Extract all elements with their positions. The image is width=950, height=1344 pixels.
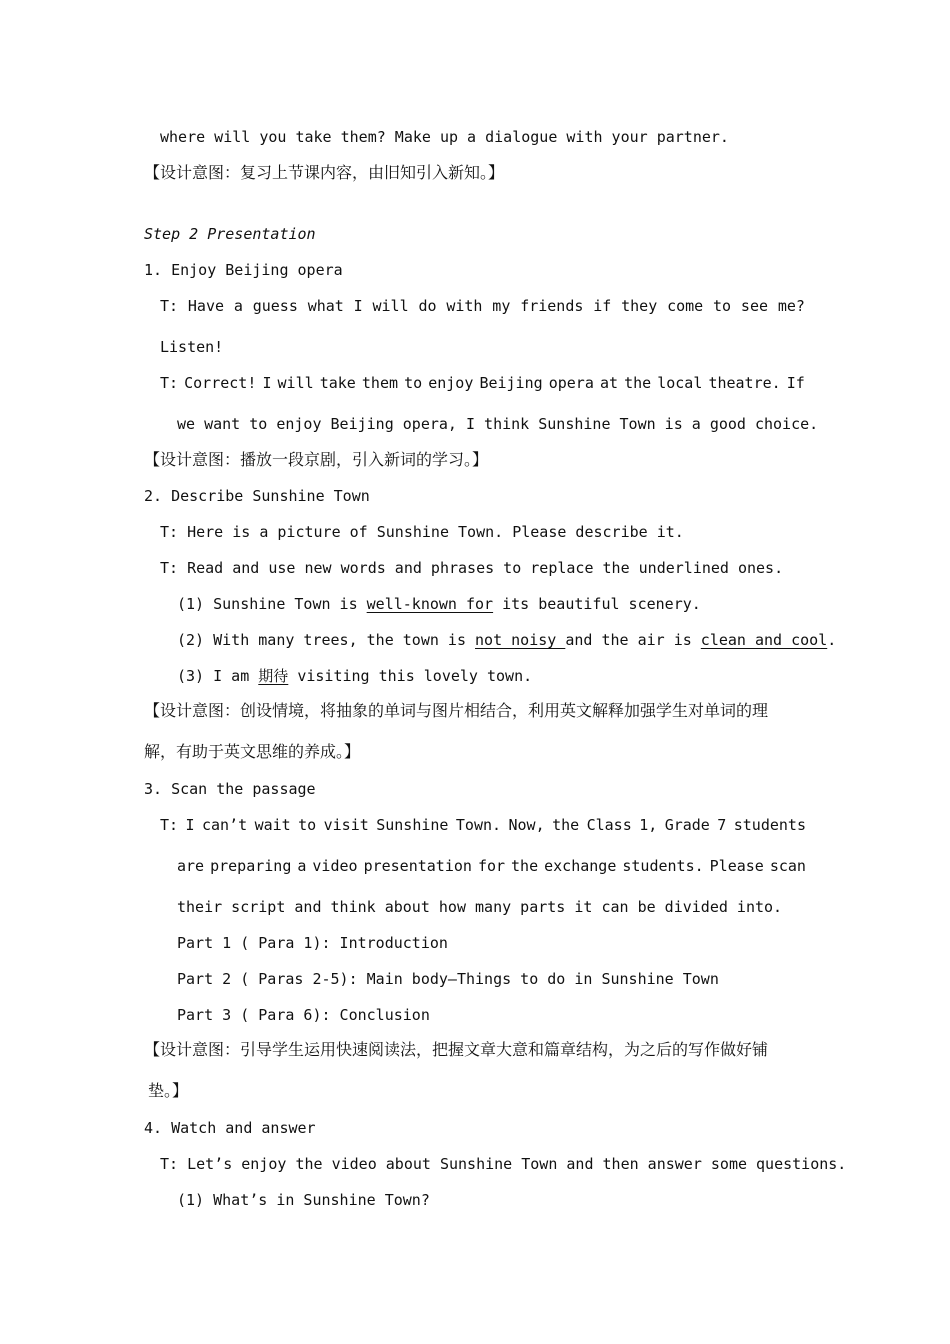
- word: 7: [717, 816, 727, 834]
- text-line: their script and think about how many parts it can be divided into.: [177, 898, 783, 916]
- text-line: we want to enjoy Beijing opera, I think Sunshine Town is a good choice.: [177, 415, 819, 433]
- word: scan: [769, 857, 806, 875]
- word: if: [593, 297, 612, 315]
- word: I: [185, 816, 195, 834]
- word: a: [233, 297, 243, 315]
- exercise-item-2: [177, 630, 836, 650]
- text-line: where will you take them? Make up a dialogue with your partner.: [160, 128, 729, 146]
- word: 1,: [639, 816, 658, 834]
- exercise-text: (1) Sunshine Town is: [177, 595, 367, 613]
- exercise-item-1: [177, 594, 701, 614]
- step-heading: Step 2 Presentation: [144, 225, 316, 243]
- word: Grade: [664, 816, 710, 834]
- word: T:: [160, 816, 179, 834]
- word: Have: [187, 297, 225, 315]
- text-line: Part 2 ( Paras 2-5): Main body—Things to do in Sunshine Town: [177, 970, 719, 988]
- exercise-text: .: [827, 631, 837, 649]
- word: will: [277, 374, 314, 392]
- word: to: [713, 297, 732, 315]
- word: will: [372, 297, 409, 315]
- word: a: [297, 857, 307, 875]
- text-line: T: Let’s enjoy the video about Sunshine Town and then answer some questions.: [160, 1155, 847, 1173]
- exercise-item-3: [177, 666, 532, 686]
- word: enjoy: [428, 374, 474, 392]
- underlined-phrase: not noisy: [475, 631, 566, 649]
- word: my: [492, 297, 511, 315]
- word: preparing: [210, 857, 292, 875]
- word: guess: [252, 297, 298, 315]
- word: students: [733, 816, 806, 834]
- word: I: [353, 297, 363, 315]
- word: for: [477, 857, 506, 875]
- text-line: Part 3 ( Para 6): Conclusion: [177, 1006, 430, 1024]
- text-line: [160, 815, 806, 835]
- word: are: [177, 857, 205, 875]
- word: they: [621, 297, 658, 315]
- design-intent-note: 垫。】: [148, 1081, 189, 1100]
- word: friends: [520, 297, 584, 315]
- word: Sunshine: [376, 816, 449, 834]
- word: can’t: [201, 816, 248, 834]
- word: visit: [323, 816, 369, 834]
- exercise-text: its beautiful scenery.: [493, 595, 701, 613]
- design-intent-note: 【设计意图：复习上节课内容，由旧知引入新知。】: [144, 163, 505, 182]
- word: exchange: [544, 857, 617, 875]
- text-line: T: Read and use new words and phrases to replace the underlined ones.: [160, 559, 784, 577]
- underlined-phrase: 期待: [258, 667, 289, 685]
- text-line: T: Here is a picture of Sunshine Town. Please describe it.: [160, 523, 684, 541]
- section-heading: 1. Enjoy Beijing opera: [144, 261, 343, 279]
- underlined-phrase: well-known for: [366, 595, 494, 613]
- exercise-text: visiting this lovely town.: [288, 667, 533, 685]
- text-line: [160, 373, 805, 393]
- word: I: [262, 374, 272, 392]
- word: the: [552, 816, 580, 834]
- text-line: Listen!: [160, 338, 224, 356]
- word: T:: [160, 297, 179, 315]
- word: come: [667, 297, 704, 315]
- design-intent-note: 解，有助于英文思维的养成。】: [144, 742, 361, 761]
- text-line: Part 1 ( Para 1): Introduction: [177, 934, 448, 952]
- text-line: [160, 296, 805, 316]
- word: see: [740, 297, 769, 315]
- exercise-text: and the air is: [565, 631, 701, 649]
- word: the: [511, 857, 539, 875]
- exercise-text: (3) I am: [177, 667, 259, 685]
- word: what: [307, 297, 344, 315]
- section-heading: 4. Watch and answer: [144, 1119, 316, 1137]
- word: with: [446, 297, 483, 315]
- text-line: [177, 856, 806, 876]
- exercise-text: (2) With many trees, the town is: [177, 631, 476, 649]
- word: Beijing: [479, 374, 543, 392]
- word: Now,: [508, 816, 545, 834]
- word: Please: [709, 857, 764, 875]
- word: at: [599, 374, 618, 392]
- word: T:: [160, 374, 179, 392]
- word: to: [404, 374, 423, 392]
- word: Class: [586, 816, 632, 834]
- text-line: (1) What’s in Sunshine Town?: [177, 1191, 430, 1209]
- design-intent-note: 【设计意图：创设情境，将抽象的单词与图片相结合，利用英文解释加强学生对单词的理: [144, 701, 769, 720]
- word: take: [319, 374, 356, 392]
- section-heading: 2. Describe Sunshine Town: [144, 487, 370, 505]
- word: presentation: [363, 857, 472, 875]
- word: If: [786, 374, 805, 392]
- word: me?: [777, 297, 805, 315]
- design-intent-note: 【设计意图：引导学生运用快速阅读法，把握文章大意和篇章结构，为之后的写作做好铺: [144, 1040, 769, 1059]
- word: opera: [548, 374, 594, 392]
- word: them: [361, 374, 399, 392]
- word: video: [312, 857, 358, 875]
- section-heading: 3. Scan the passage: [144, 780, 316, 798]
- word: Town.: [455, 816, 502, 834]
- word: wait: [254, 816, 291, 834]
- word: local: [657, 374, 703, 392]
- word: do: [418, 297, 437, 315]
- word: Correct!: [184, 374, 257, 392]
- word: students.: [622, 857, 704, 875]
- underlined-phrase: clean and cool: [700, 631, 828, 649]
- word: theatre.: [708, 374, 781, 392]
- word: to: [298, 816, 317, 834]
- design-intent-note: 【设计意图：播放一段京剧，引入新词的学习。】: [144, 450, 489, 469]
- word: the: [624, 374, 652, 392]
